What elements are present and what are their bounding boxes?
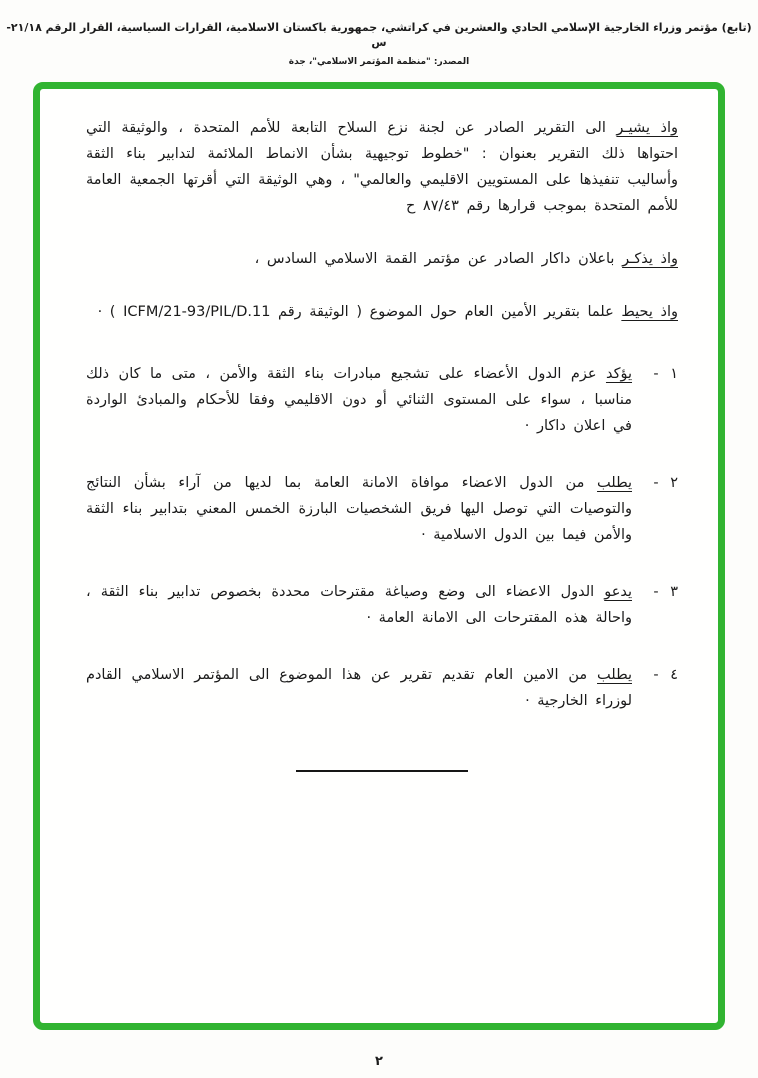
item-lead: يدعو xyxy=(604,584,632,600)
preamble-paragraph-2 xyxy=(86,246,678,272)
item-number: ٤ - xyxy=(653,667,678,683)
paragraph-text: الى التقرير الصادر عن لجنة نزع السلاح التابعة للأمم المتحدة ، والوثيقة التي احتواها ذلك التقرير بعنوان : "خطوط توجيهية بشأن الانماط الملائمة لتدابير بناء الثقة وأساليب تنفيذها على المستويين الاقليمي والعالمي" ، وهي الوثيقة التي أقرتها الجمعية العامة للأمم المتحدة بموجب قرارها رقم ٨٧/٤٣ ح xyxy=(86,120,678,214)
item-text: الدول الاعضاء الى وضع وصياغة مقترحات محددة بخصوص تدابير بناء الثقة ، واحالة هذه المقترحات الى الامانة العامة · xyxy=(86,584,632,626)
item-number: ١ - xyxy=(653,366,678,382)
resolution-item-3 xyxy=(86,579,678,631)
item-paragraph xyxy=(86,662,632,714)
paragraph-lead: واذ يذكـر xyxy=(622,251,678,267)
preamble-paragraph-1 xyxy=(86,115,678,219)
resolution-item-1 xyxy=(86,361,678,439)
resolution-item-2 xyxy=(86,470,678,548)
item-text: عزم الدول الأعضاء على تشجيع مبادرات بناء الثقة والأمن ، متى ما كان ذلك مناسبا ، سواء على المستوى الثنائي أو دون الاقليمي وفقا للأحكام والمبادئ الواردة في اعلان داكار · xyxy=(86,366,632,434)
header-title-line: (تابع) مؤتمر وزراء الخارجية الإسلامي الحادي والعشرين في كراتشي، جمهورية باكستان الاسلامية، القرارات السياسية، القرار الرقم ٢١/١٨-س xyxy=(6,21,752,49)
page-header xyxy=(0,0,758,67)
paragraph-text: علما بتقرير الأمين العام حول الموضوع ( الوثيقة رقم ICFM/21-93/PIL/D.11 ) · xyxy=(97,304,614,320)
preamble-paragraph-3 xyxy=(86,299,678,325)
item-number: ٢ - xyxy=(653,475,678,491)
header-source-line: المصدر: "منظمة المؤتمر الاسلامي"، جدة xyxy=(288,57,470,67)
resolution-item-4 xyxy=(86,662,678,714)
item-lead: يطلب xyxy=(597,475,632,491)
paragraph-lead: واذ يشيـر xyxy=(616,120,679,136)
item-text: من الامين العام تقديم تقرير عن هذا الموضوع الى المؤتمر الاسلامي القادم لوزراء الخارجية · xyxy=(86,667,632,709)
green-frame xyxy=(33,82,725,1030)
item-paragraph xyxy=(86,470,632,548)
paragraph-text: باعلان داكار الصادر عن مؤتمر القمة الاسلامي السادس ، xyxy=(254,251,615,267)
divider-line xyxy=(296,770,468,772)
item-lead: يؤكد xyxy=(605,366,633,382)
item-paragraph xyxy=(86,361,632,439)
item-number: ٣ - xyxy=(653,584,678,600)
item-paragraph xyxy=(86,579,632,631)
paragraph-lead: واذ يحيط xyxy=(621,304,678,320)
item-text: من الدول الاعضاء موافاة الامانة العامة بما لديها من آراء بشأن النتائج والتوصيات التي توصل اليها فريق الشخصيات البارزة الخمس المعني بتدابير بناء الثقة والأمن فيما بين الدول الاسلامية · xyxy=(86,475,632,543)
item-lead: يطلب xyxy=(597,667,632,683)
page-number: ٢ xyxy=(375,1054,383,1069)
